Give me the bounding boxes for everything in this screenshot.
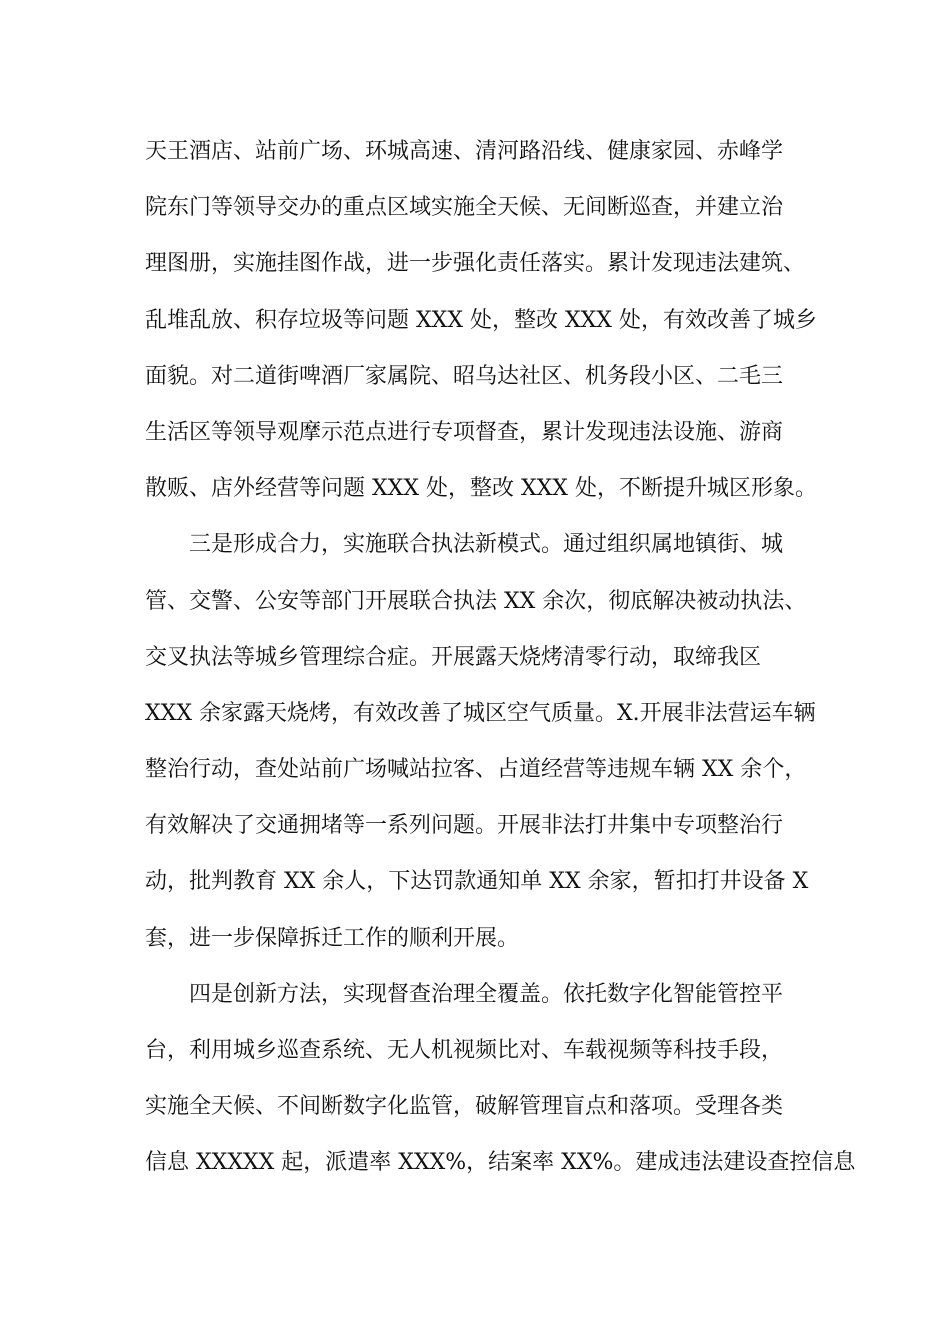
- text-line: 动，批判教育 XX 余人，下达罚款通知单 XX 余家，暂扣打井设备 X: [145, 869, 809, 895]
- document-body: [145, 130, 856, 1198]
- paragraph-start-line: 三是形成合力，实施联合执法新模式。通过组织属地镇街、城: [145, 532, 784, 558]
- text-line: 有效解决了交通拥堵等一系列问题。开展非法打井集中专项整治行: [145, 813, 784, 839]
- text-line: 散贩、店外经营等问题 XXX 处，整改 XXX 处，不断提升城区形象。: [145, 476, 817, 502]
- text-line: XXX 余家露天烧烤，有效改善了城区空气质量。X.开展非法营运车辆: [145, 700, 816, 726]
- text-line: 台，利用城乡巡查系统、无人机视频比对、车载视频等科技手段，: [145, 1038, 784, 1063]
- text-line: 实施全天候、不间断数字化监管，破解管理盲点和落项。受理各类: [145, 1094, 784, 1120]
- text-line: 管、交警、公安等部门开展联合执法 XX 余次，彻底解决被动执法、: [145, 588, 807, 614]
- text-line: 交叉执法等城乡管理综合症。开展露天烧烤清零行动，取缔我区: [145, 644, 762, 670]
- text-line: 天王酒店、站前广场、环城高速、清河路沿线、健康家园、赤峰学: [145, 139, 784, 164]
- text-line: 理图册，实施挂图作战，进一步强化责任落实。累计发现违法建筑、: [145, 251, 806, 277]
- text-line: 整治行动，查处站前广场喊站拉客、占道经营等违规车辆 XX 余个，: [145, 757, 807, 783]
- text-line: 生活区等领导观摩示范点进行专项督查，累计发现违法设施、游商: [145, 419, 784, 445]
- text-line: 院东门等领导交办的重点区域实施全天候、无间断巡查，并建立治: [145, 195, 784, 221]
- paragraph-start-line: 四是创新方法，实现督查治理全覆盖。依托数字化智能管控平: [145, 981, 784, 1007]
- text-line: 信息 XXXXX 起，派遣率 XXX%，结案率 XX%。建成违法建设查控信息: [145, 1150, 856, 1176]
- text-line: 套，进一步保障拆迁工作的顺利开展。: [145, 925, 520, 951]
- text-line: 乱堆乱放、积存垃圾等问题 XXX 处，整改 XXX 处，有效改善了城乡: [145, 307, 817, 333]
- text-line: 面貌。对二道街啤酒厂家属院、昭乌达社区、机务段小区、二毛三: [145, 363, 784, 389]
